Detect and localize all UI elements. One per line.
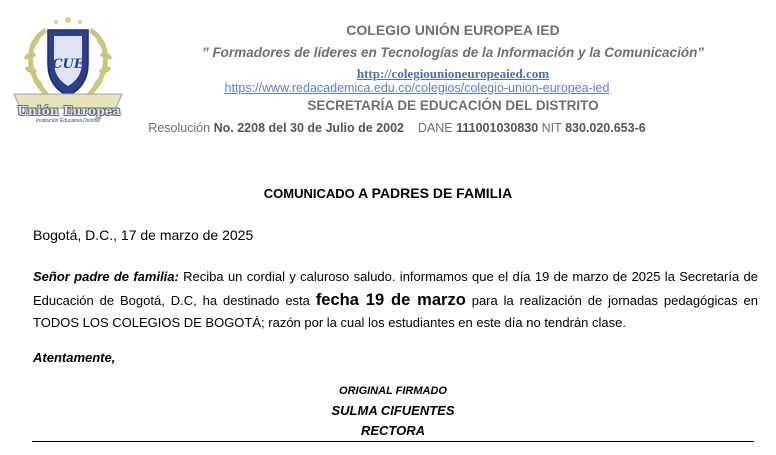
nit-value: 830.020.653-6: [565, 121, 646, 135]
dane-label: DANE: [417, 121, 453, 135]
salutation: Señor padre de familia:: [33, 269, 179, 284]
letter-title: [0, 185, 776, 201]
signer-name: SULMA CIFUENTES: [331, 403, 455, 418]
website-link[interactable]: http://colegiounioneuropeaied.com: [356, 66, 550, 81]
resolution-label: Resolución: [148, 121, 211, 135]
resolution-line: [124, 121, 670, 135]
laurel-shield-icon: [8, 12, 128, 112]
body-highlight: fecha 19 de marzo: [315, 290, 466, 309]
body-part-2: para la realización de jornadas pedagógicas en TODOS LOS COLEGIOS DE BOGOTÁ; razón por la cual los estudiantes en este día no tendrán clase.: [33, 292, 758, 330]
body-part-1: Reciba un cordial y caluroso saludo. informamos que el día 19 de marzo de 2025 la Secretaría de Educación de Bogotá, D.C, ha destinado esta: [33, 269, 758, 308]
signature-rule: [32, 441, 754, 442]
signer-role: RECTORA: [360, 423, 426, 438]
dane-value: 111001030830: [456, 121, 539, 135]
letter-body: [33, 266, 758, 335]
title-rest: A PADRES DE FAMILIA: [358, 185, 513, 201]
logo-name: Unión Europea: [17, 104, 121, 118]
school-name: COLEGIO UNIÓN EUROPEA IED: [346, 22, 560, 38]
nit-label: NIT: [541, 121, 562, 135]
signed-note: ORIGINAL FIRMADO: [339, 385, 447, 397]
logo-monogram: CUE: [52, 57, 84, 72]
secretaria-heading: SECRETARÍA DE EDUCACIÓN DEL DISTRITO: [307, 98, 599, 113]
letter-date: Bogotá, D.C., 17 de marzo de 2025: [33, 227, 254, 243]
title-small: COMUNICADO: [263, 186, 355, 201]
school-motto: ” Formadores de líderes en Tecnologías de la Información y la Comunicación”: [201, 45, 705, 60]
logo-subtitle: Institución Educativa Distrital: [36, 118, 100, 124]
school-logo: [8, 12, 128, 130]
closing: Atentamente,: [33, 350, 116, 365]
redacademica-link[interactable]: https://www.redacademica.edu.co/colegios/colegio-union-europea-ied: [224, 81, 610, 95]
resolution-value: No. 2208 del 30 de Julio de 2002: [213, 121, 404, 135]
